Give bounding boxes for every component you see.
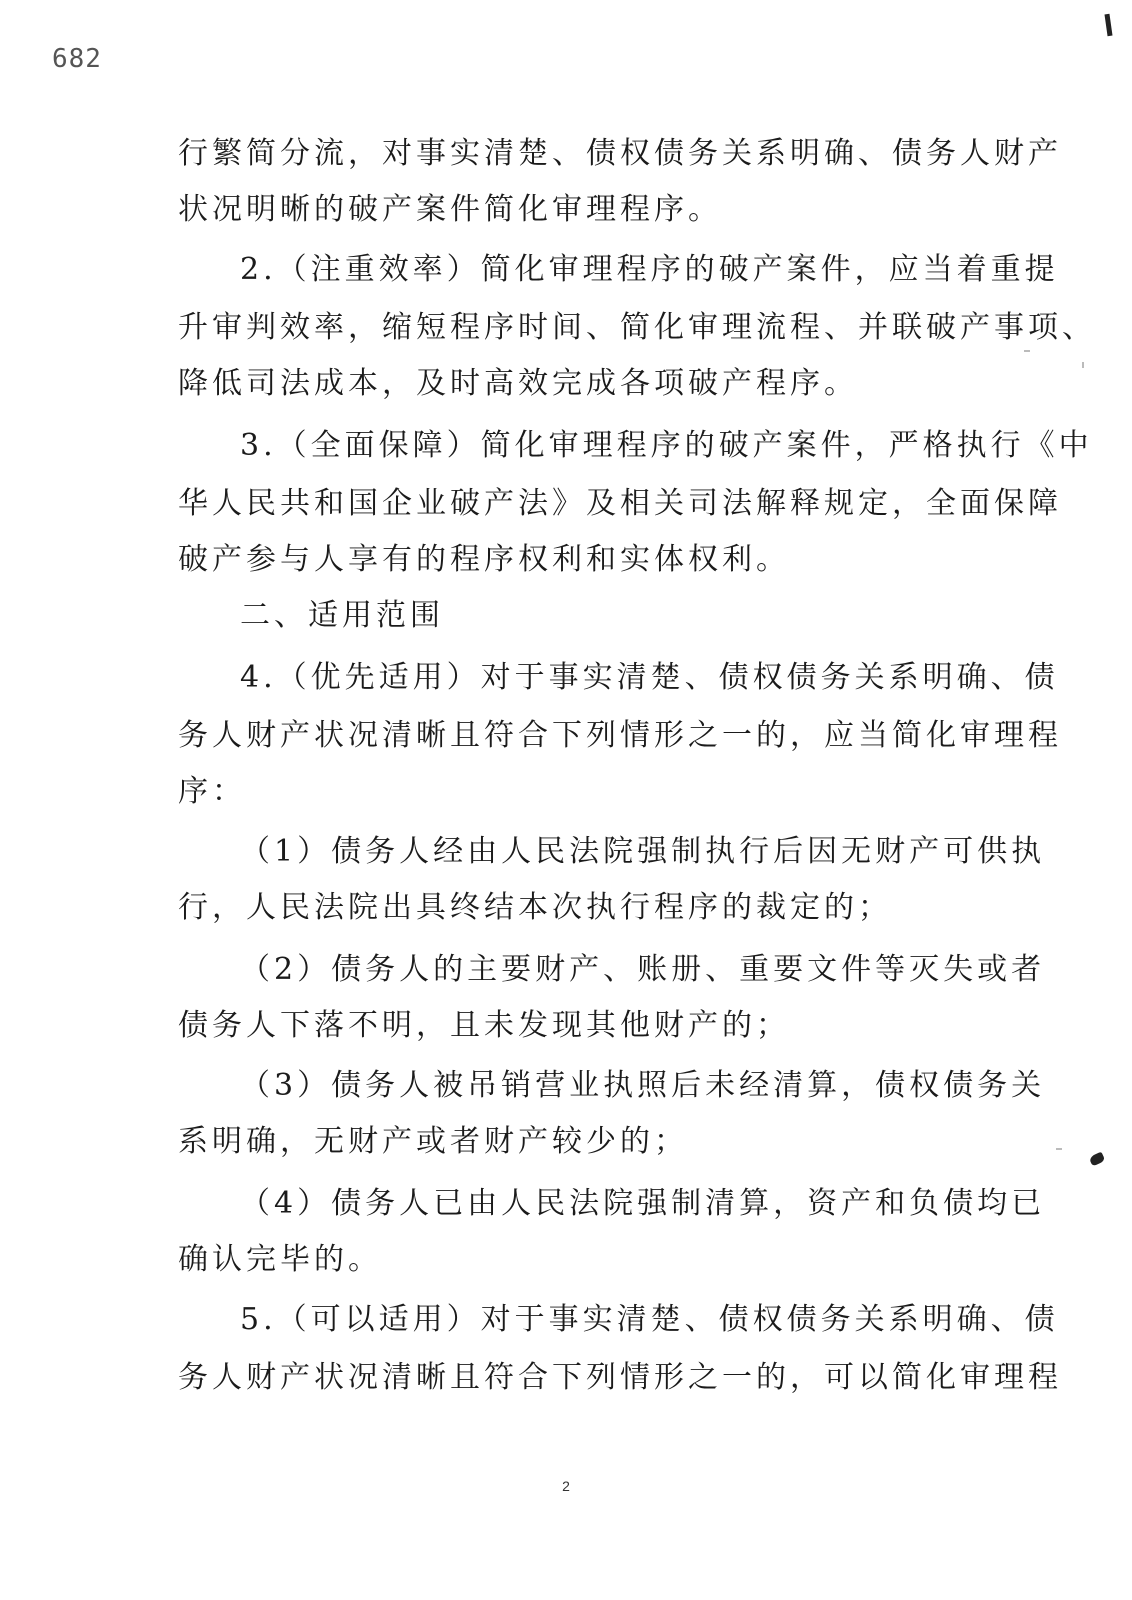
section-heading: 二、适用范围 [240, 598, 444, 633]
body-line: 状况明晰的破产案件简化审理程序。 [178, 192, 722, 227]
body-line: 序： [178, 774, 246, 809]
body-line: 升审判效率，缩短程序时间、简化审理流程、并联破产事项、 [178, 310, 1096, 345]
scan-mark [1104, 14, 1112, 36]
body-line: 5.（可以适用）对于事实清楚、债权债务关系明确、债 [240, 1302, 1059, 1337]
body-line: 降低司法成本，及时高效完成各项破产程序。 [178, 366, 858, 401]
body-line: （4）债务人已由人民法院强制清算，资产和负债均已 [240, 1186, 1046, 1221]
page-number: 2 [562, 1478, 570, 1494]
body-line: 3.（全面保障）简化审理程序的破产案件，严格执行《中 [240, 428, 1093, 463]
archive-stamp-number: 682 [52, 44, 102, 74]
body-line: 行，人民法院出具终结本次执行程序的裁定的； [178, 890, 892, 925]
body-line: 务人财产状况清晰且符合下列情形之一的，应当简化审理程 [178, 718, 1062, 753]
scan-mark [1056, 1148, 1062, 1150]
body-line: （3）债务人被吊销营业执照后未经清算，债权债务关 [240, 1068, 1046, 1103]
body-line: 行繁简分流，对事实清楚、债权债务关系明确、债务人财产 [178, 136, 1062, 171]
scan-mark [1024, 350, 1030, 352]
scan-mark [1082, 362, 1084, 368]
body-line: 4.（优先适用）对于事实清楚、债权债务关系明确、债 [240, 660, 1059, 695]
body-line: 2.（注重效率）简化审理程序的破产案件，应当着重提 [240, 252, 1059, 287]
body-line: 债务人下落不明，且未发现其他财产的； [178, 1008, 790, 1043]
body-line: 华人民共和国企业破产法》及相关司法解释规定，全面保障 [178, 486, 1062, 521]
body-line: 确认完毕的。 [178, 1242, 382, 1277]
body-line: 系明确，无财产或者财产较少的； [178, 1124, 688, 1159]
body-line: 务人财产状况清晰且符合下列情形之一的，可以简化审理程 [178, 1360, 1062, 1395]
body-line: 破产参与人享有的程序权利和实体权利。 [178, 542, 790, 577]
body-line: （1）债务人经由人民法院强制执行后因无财产可供执 [240, 834, 1046, 869]
scan-mark [1089, 1152, 1106, 1167]
body-line: （2）债务人的主要财产、账册、重要文件等灭失或者 [240, 952, 1046, 987]
